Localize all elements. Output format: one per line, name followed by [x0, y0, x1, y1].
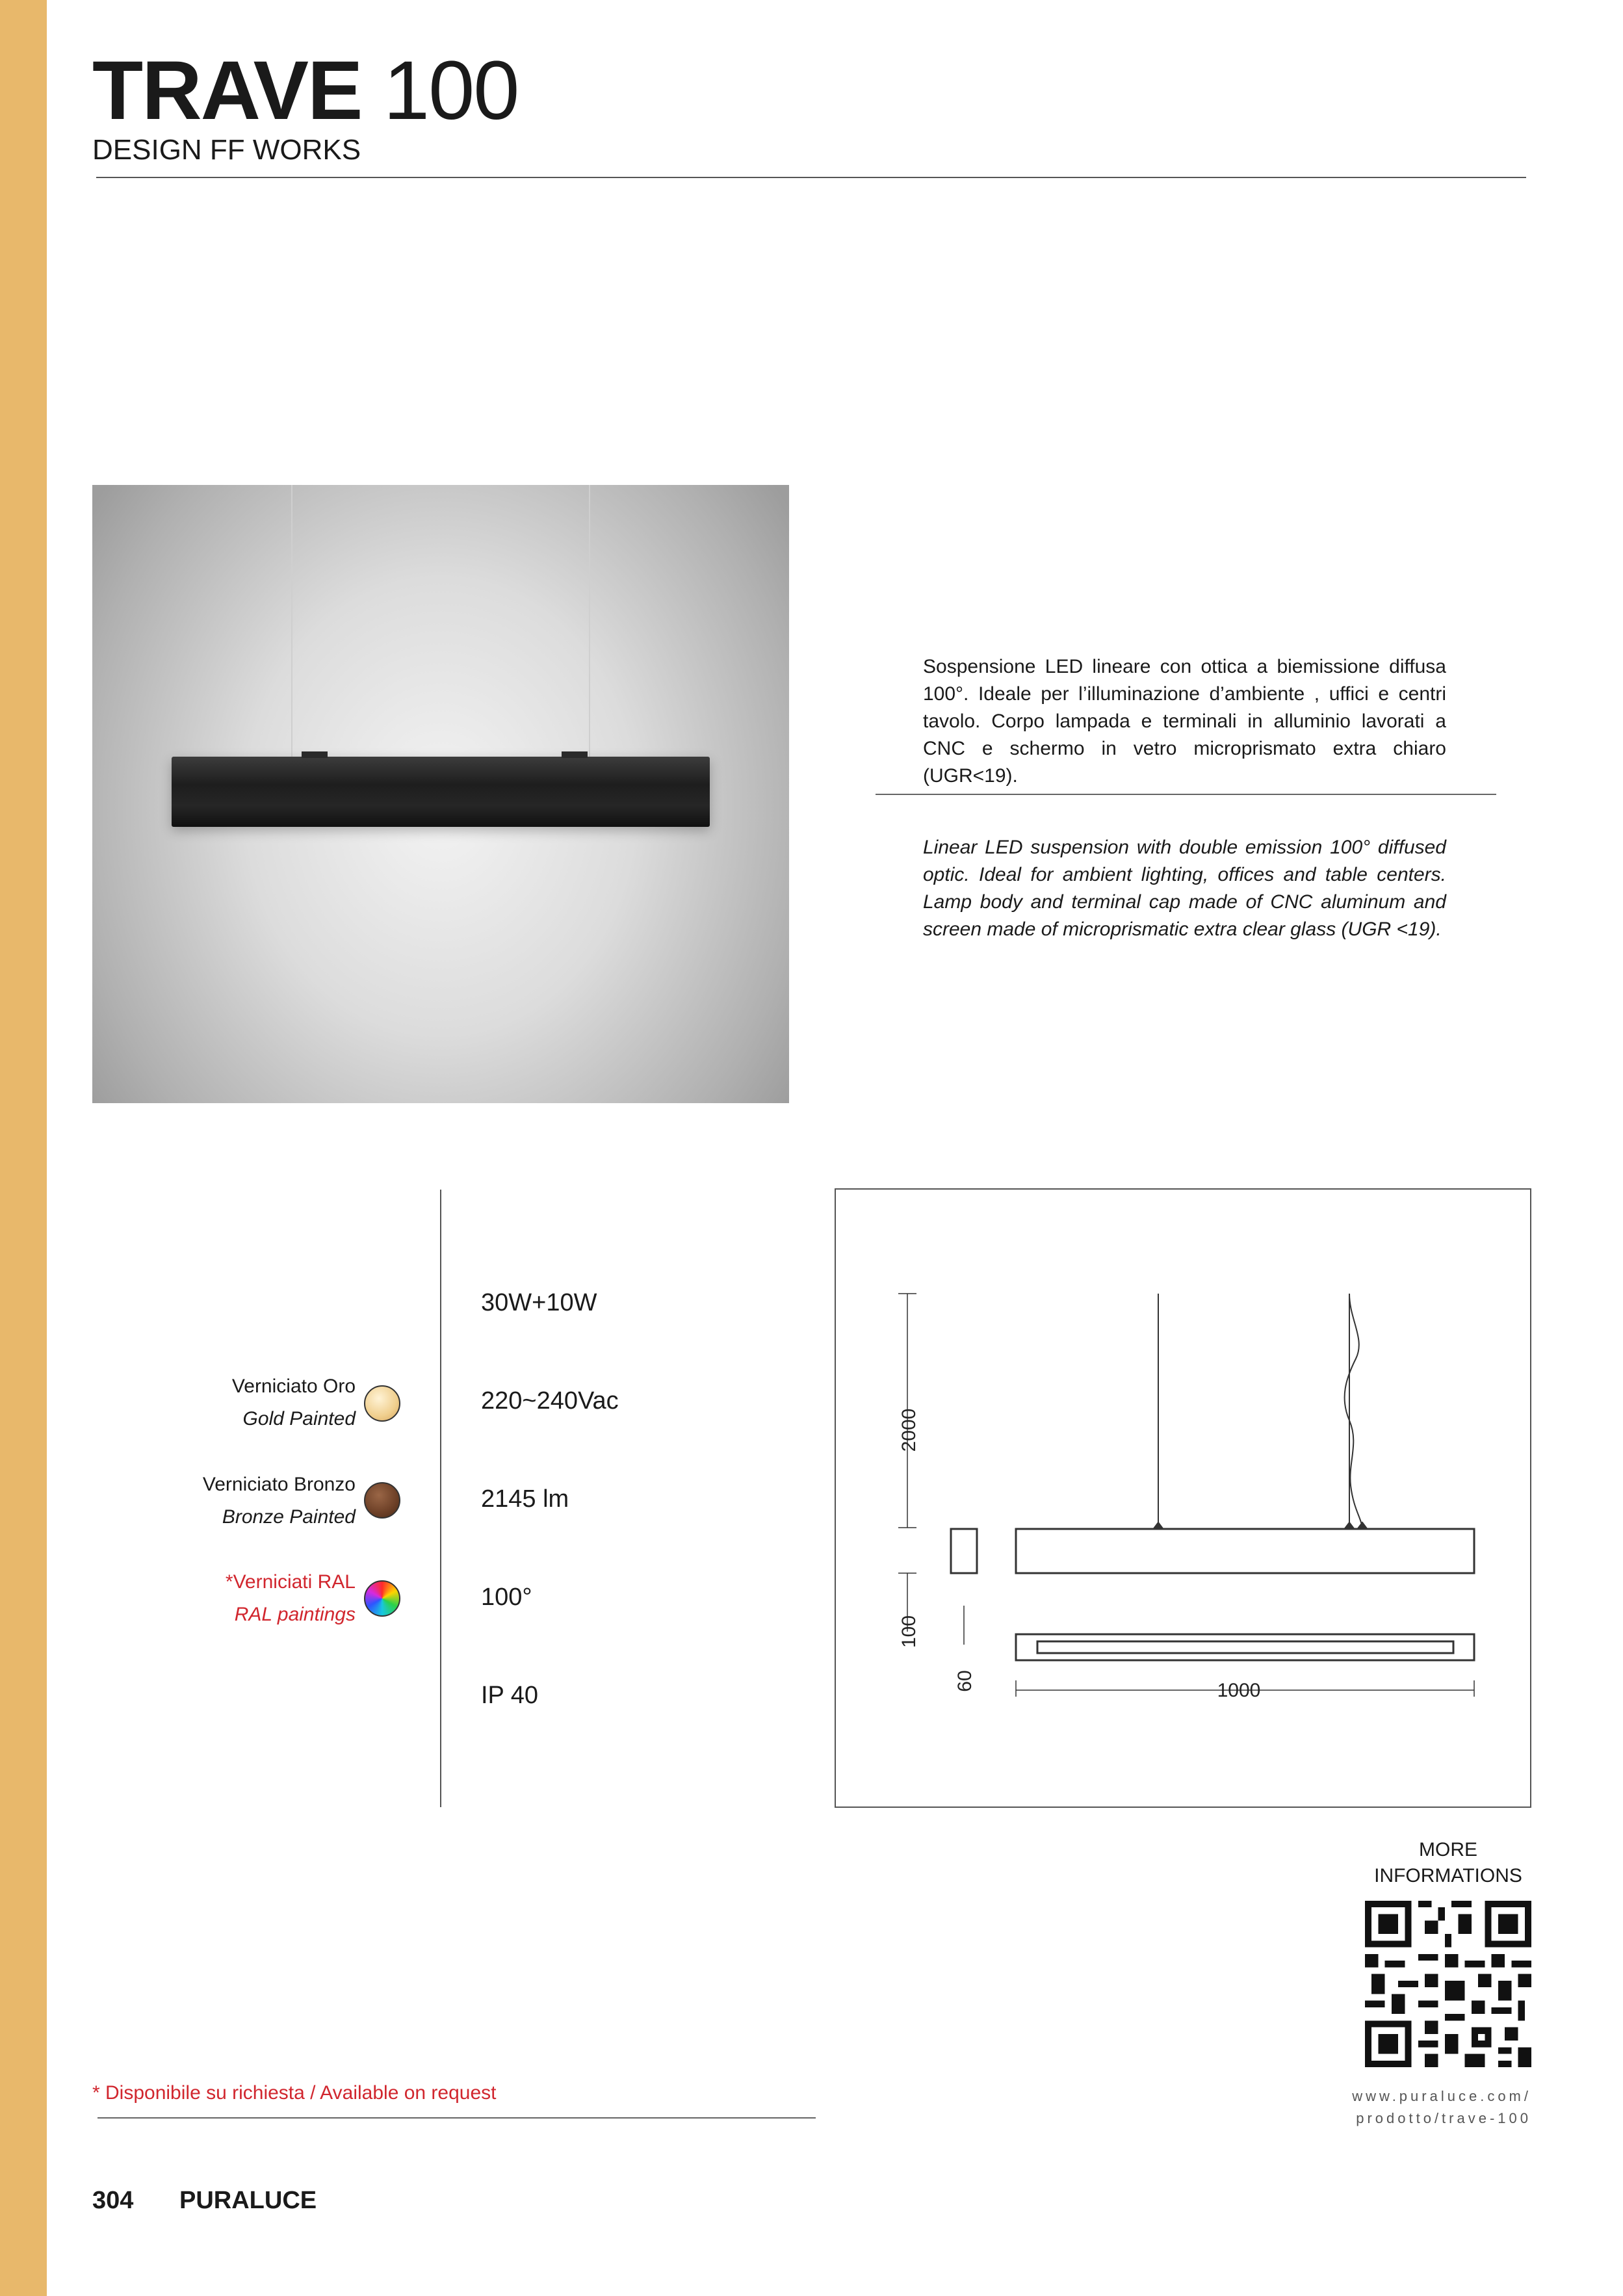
lamp-body — [172, 757, 710, 827]
dim-cable-length: 2000 — [898, 1408, 920, 1452]
header-divider — [96, 177, 1526, 178]
dimension-drawing — [836, 1190, 1530, 1807]
lamp-cap-right — [562, 751, 588, 758]
suspension-wire-right — [589, 485, 590, 757]
product-url[interactable] — [1339, 2085, 1531, 2130]
more-info-label: MORE INFORMATIONS — [1374, 1839, 1522, 1886]
description-english: Linear LED suspension with double emission 100° diffused optic. Ideal for ambient lighting, offices and table centers. Lamp body and terminal cap made of CNC aluminum and screen made of microprismatic extra clear glass (UGR <19). — [923, 837, 1446, 940]
description-divider — [876, 794, 1496, 795]
lamp-cap-left — [302, 751, 328, 758]
page-number: 304 — [92, 2187, 134, 2214]
power-cable — [1345, 1294, 1362, 1528]
bronze-swatch-icon — [364, 1482, 400, 1519]
spec-voltage: 220~240Vac — [481, 1387, 619, 1415]
finish-ral-en: RAL paintings — [234, 1604, 356, 1625]
product-model: 100 — [383, 44, 519, 137]
spec-flux: 2145 lm — [481, 1485, 569, 1513]
finish-gold-it: Verniciato Oro — [231, 1376, 356, 1397]
finish-bronze-it: Verniciato Bronzo — [202, 1474, 356, 1495]
gold-swatch-icon — [364, 1385, 400, 1422]
spec-power: 30W+10W — [481, 1289, 597, 1316]
lamp-bottom-view — [1016, 1634, 1474, 1660]
lamp-diffuser — [1037, 1641, 1453, 1653]
finish-gold-en: Gold Painted — [242, 1408, 356, 1429]
specs-divider — [440, 1190, 441, 1807]
spec-ip-rating: IP 40 — [481, 1682, 539, 1709]
accent-sidebar — [0, 0, 47, 2296]
dim-side-width: 60 — [954, 1670, 976, 1692]
description-italian: Sospensione LED lineare con ottica a biemissione diffusa 100°. Ideale per l’illuminazione d’ambiente , uffici e centri tavolo. Corpo lampada e terminali in alluminio lavorati a CNC e schermo in vetro microprismato extra chiaro (UGR<19). — [923, 656, 1446, 787]
suspension-wire-left — [291, 485, 292, 757]
dim-height: 100 — [898, 1615, 920, 1649]
availability-note: * Disponibile su richiesta / Available on request — [92, 2082, 497, 2104]
finish-gold — [232, 1370, 356, 1435]
product-url-line1: www.puraluce.com/ — [1352, 2088, 1531, 2104]
product-name: TRAVE — [92, 44, 362, 137]
product-photo — [92, 485, 789, 1103]
lamp-front-view — [1016, 1529, 1474, 1573]
brand-name: PURALUCE — [179, 2187, 317, 2214]
qr-code-icon[interactable] — [1365, 1901, 1531, 2067]
finish-ral — [226, 1566, 356, 1631]
product-url-line2: prodotto/trave-100 — [1356, 2110, 1531, 2126]
designer-credit: DESIGN FF WORKS — [92, 134, 361, 166]
lamp-side-view — [951, 1529, 977, 1573]
ral-swatch-icon — [364, 1580, 400, 1617]
finish-ral-it: *Verniciati RAL — [225, 1571, 356, 1593]
finish-bronze — [203, 1468, 356, 1533]
dim-length: 1000 — [1217, 1680, 1261, 1701]
spec-beam-angle: 100° — [481, 1584, 532, 1611]
footer-divider — [97, 2117, 816, 2119]
technical-drawing — [835, 1188, 1531, 1808]
product-title — [92, 46, 518, 137]
finish-bronze-en: Bronze Painted — [222, 1506, 356, 1528]
